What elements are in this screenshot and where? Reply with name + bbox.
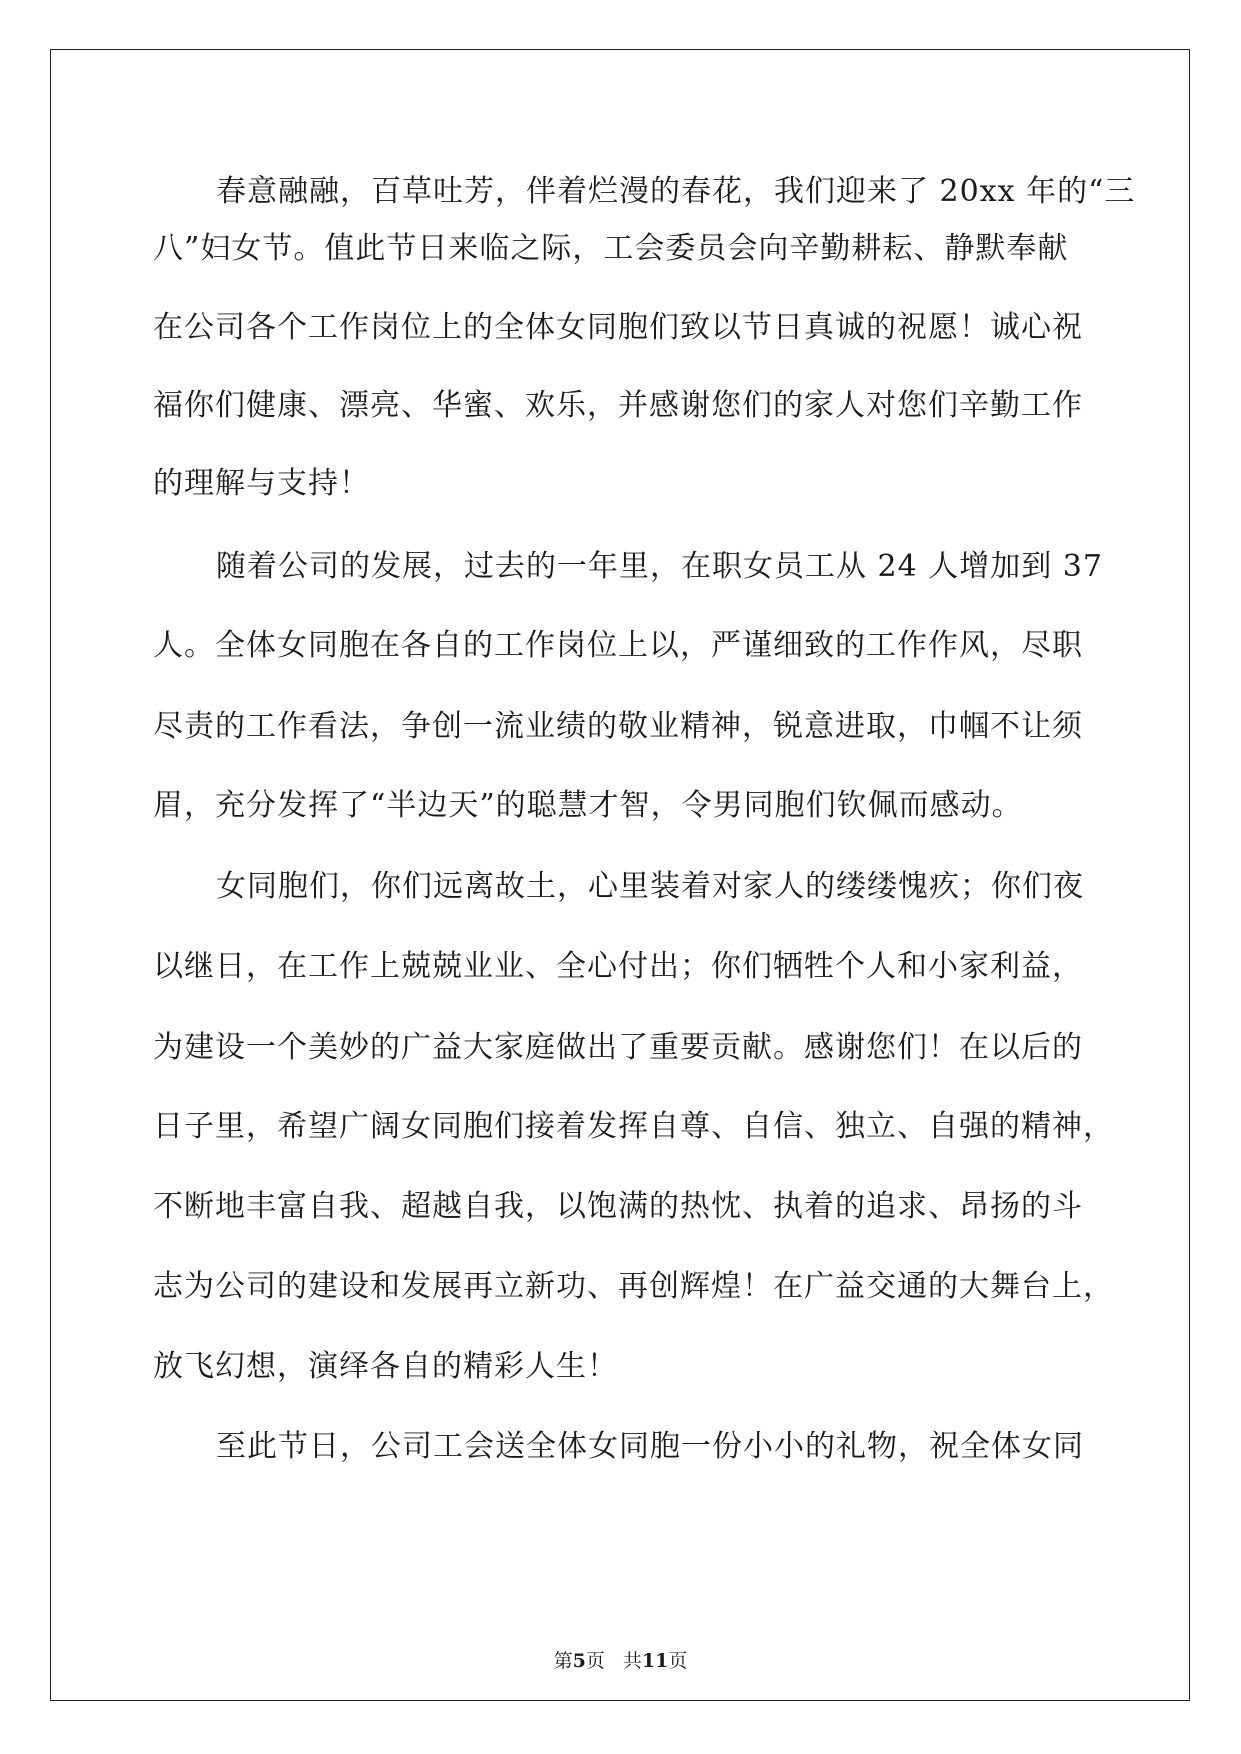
page-suffix: 页 [585,1650,605,1672]
total-suffix: 页 [668,1650,688,1672]
paragraph-4-line-1: 至此节日，公司工会送全体女同胞一份小小的礼物，祝全体女同 [216,1429,1084,1464]
paragraph-1-line-1: 春意融融，百草吐芳，伴着烂漫的春花，我们迎来了 20xx 年的“三 [216,174,1136,209]
paragraph-1-line-5: 的理解与支持！ [153,466,370,501]
paragraph-3-line-1: 女同胞们，你们远离故土，心里装着对家人的缕缕愧疚；你们夜 [216,869,1084,904]
page-prefix: 第 [553,1650,573,1672]
paragraph-2-line-1: 随着公司的发展，过去的一年里，在职女员工从 24 人增加到 37 [216,549,1103,584]
paragraph-1-line-4: 福你们健康、漂亮、华蜜、欢乐，并感谢您们的家人对您们辛勤工作 [153,388,1083,423]
paragraph-2-line-2: 人。全体女同胞在各自的工作岗位上以，严谨细致的工作作风，尽职 [153,628,1083,663]
paragraph-2-line-4: 眉，充分发挥了“半边天”的聪慧才智，令男同胞们钦佩而感动。 [153,788,1023,823]
total-prefix: 共 [622,1650,642,1672]
paragraph-3-line-7: 放飞幻想，演绎各自的精彩人生！ [153,1349,618,1384]
paragraph-3-line-6: 志为公司的建设和发展再立新功、再创辉煌！在广益交通的大舞台上， [153,1269,1114,1304]
total-pages: 11 [641,1650,669,1672]
paragraph-2-line-3: 尽责的工作看法，争创一流业绩的敬业精神，锐意进取，巾帼不让须 [153,709,1083,744]
paragraph-3-line-2: 以继日，在工作上兢兢业业、全心付出；你们牺牲个人和小家利益， [153,949,1083,984]
paragraph-3-line-5: 不断地丰富自我、超越自我，以饱满的热忱、执着的追求、昂扬的斗 [153,1189,1083,1224]
paragraph-1-line-3: 在公司各个工作岗位上的全体女同胞们致以节日真诚的祝愿！诚心祝 [153,310,1083,345]
page-number: 5 [572,1650,586,1672]
page-footer [0,1649,1241,1673]
paragraph-3-line-4: 日子里，希望广阔女同胞们接着发挥自尊、自信、独立、自强的精神， [153,1109,1114,1144]
paragraph-3-line-3: 为建设一个美妙的广益大家庭做出了重要贡献。感谢您们！在以后的 [153,1030,1083,1065]
paragraph-1-line-2: 八”妇女节。值此节日来临之际，工会委员会向辛勤耕耘、静默奉献 [153,231,1069,266]
